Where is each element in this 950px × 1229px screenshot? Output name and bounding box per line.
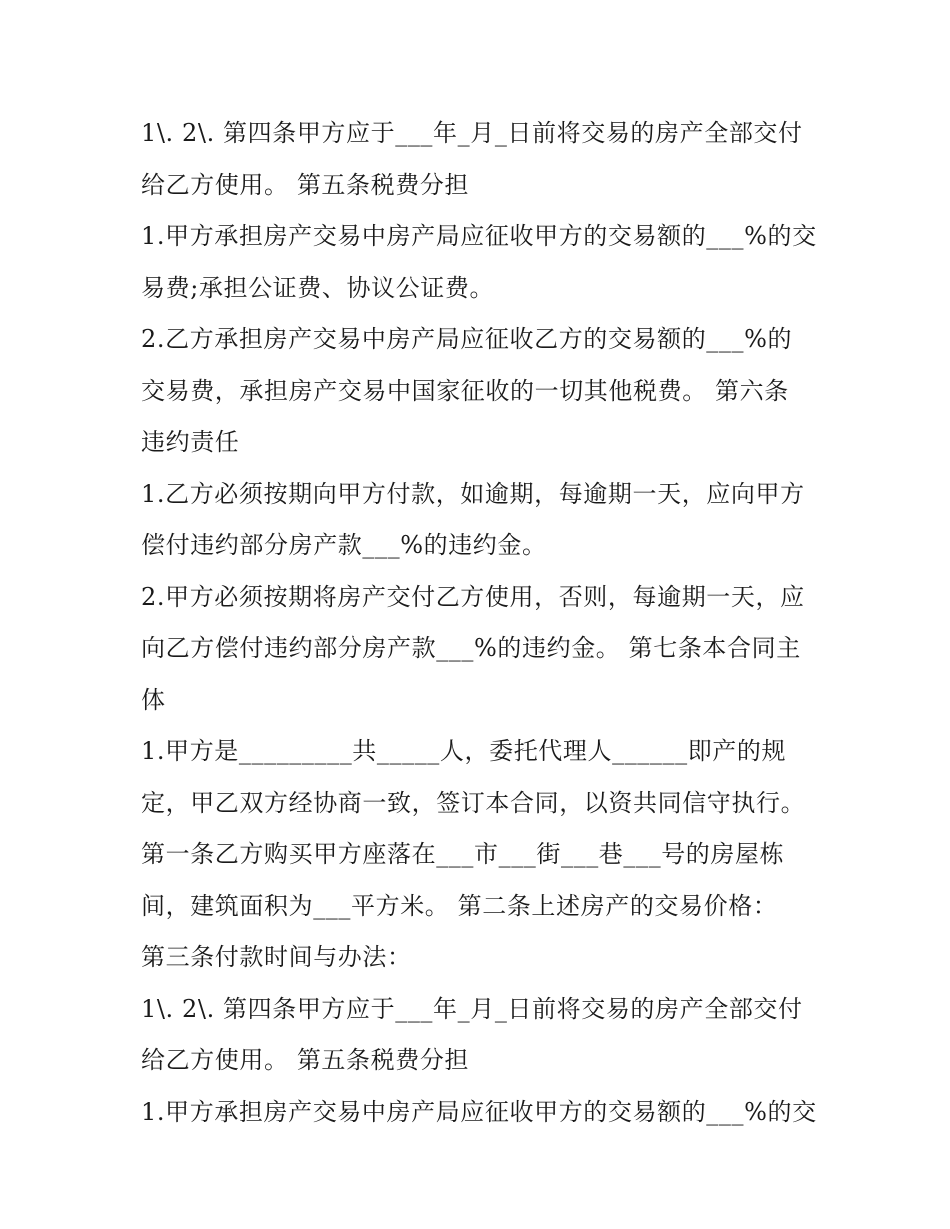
text-line: 偿付违约部分房产款___%的违约金。	[141, 531, 547, 559]
text-line: 向乙方偿付违约部分房产款___%的违约金。 第七条本合同主	[141, 634, 801, 662]
text-line: 给乙方使用。 第五条税费分担	[141, 1046, 470, 1074]
text-line: 1.乙方必须按期向甲方付款，如逾期，每逾期一天，应向甲方	[141, 479, 805, 508]
text-line: 2.乙方承担房产交易中房产局应征收乙方的交易额的___%的	[141, 325, 793, 353]
text-line: 间，建筑面积为___平方米。 第二条上述房产的交易价格：	[141, 891, 778, 920]
text-line: 定，甲乙双方经协商一致，签订本合同，以资共同信守执行。	[141, 788, 806, 817]
text-line: 2.甲方必须按期将房产交付乙方使用，否则，每逾期一天，应	[141, 582, 805, 611]
text-line: 给乙方使用。 第五条税费分担	[141, 170, 470, 199]
text-line: 第一条乙方购买甲方座落在___市___街___巷___号的房屋栋	[141, 840, 785, 868]
text-line: 易费;承担公证费、协议公证费。	[141, 273, 495, 302]
text-line: 1.甲方承担房产交易中房产局应征收甲方的交易额的___%的交	[141, 1097, 817, 1126]
text-line: 体	[141, 685, 166, 714]
text-line: 1.甲方是_________共_____人，委托代理人______即产的规	[141, 737, 787, 765]
text-line: 交易费，承担房产交易中国家征收的一切其他税费。 第六条	[141, 376, 789, 405]
text-line: 第三条付款时间与办法：	[141, 943, 412, 971]
text-line: 1\. 2\. 第四条甲方应于___年_月_日前将交易的房产全部交付	[141, 119, 803, 147]
text-line: 1.甲方承担房产交易中房产局应征收甲方的交易额的___%的交	[141, 222, 817, 250]
text-line: 违约责任	[141, 428, 240, 456]
text-line: 1\. 2\. 第四条甲方应于___年_月_日前将交易的房产全部交付	[141, 994, 803, 1023]
contract-text	[141, 108, 841, 1138]
